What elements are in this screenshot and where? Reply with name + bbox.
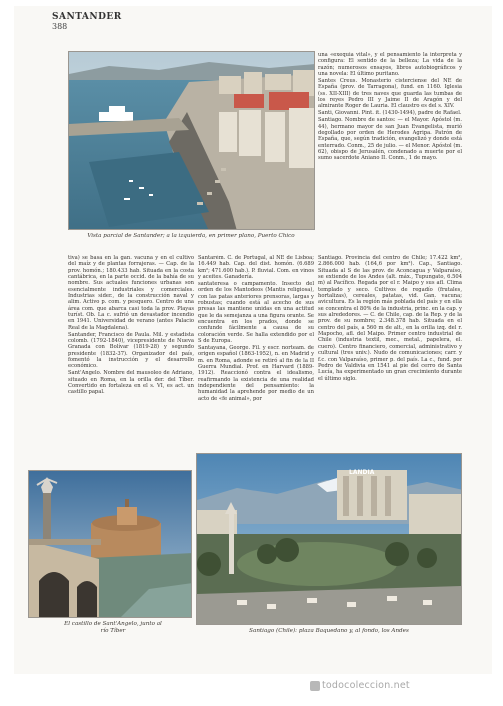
entry-santiago-chile: Santiago. Provincia del centro de Chile; 17.422 km², 2.866.000 hab. (164,6 por km²). Cap., Santiago. Situada al S de las prov. de Aconcagua y Valparaíso, se extiende de los Andes (alt. máx., Tupungato, 6.504 m) al Pacífico. Regada por el r. Maipo y sus afl. Clima templado y seco. Cultivos de regadío (frutales, hortalizas), cereales, patatas, vid. Gan. vacuna; avicultura. Es la región más poblada del país y en ella se concentra el 80% de la industria, princ. en la cap. y sus alrededores. — C. de Chile, cap. de la Rep. y de la prov. de su nombre; 2.348.378 hab. Situada en el centro del país, a 560 m de alt., en la orilla izq. del r. Mapocho, afl. del Maipo. Primer centro industrial de Chile (industria textil, mec., metal., papelera, el. cuero). Centro financiero, comercial, administrativo y cultural (tres univ.). Nudo de comunicaciones; carr. y f.c. con Valparaíso, primer p. del país. La c., fund. por Pedro de Valdivia en 1541 al pie del cerro de Santa Lucía, ha experimentado un gran crecimiento durante el último siglo.	[318, 255, 462, 382]
entry-santi-giovanni: Santi, Giovanni. Pint. it. (1430-1494), padre de Rafael.	[318, 110, 462, 117]
santander-photo-caption: Vista parcial de Santander; a la izquierda, en primer plano, Puerto Chico	[87, 233, 295, 239]
entry-santangelo: Sant'Angelo. Nombre del mausoleo de Adriano, situado en Roma, en la orilla der. del Tíber. Convertido en fortaleza en el s. VI, es act. un castillo papal.	[68, 370, 194, 396]
building-sign-text: LANDIA	[349, 469, 375, 476]
watermark-text: todocoleccion.net	[322, 680, 410, 691]
entry-santander-city: tiva) se basa en la gan. vacuna y en el cultivo del maíz y de plantas forrajeras. — Cap. de la prov. homón.; 180.433 hab. Situada en la costa cantábrica, en la parte occid. de la bahía de su nombre. Sus actuales funciones urbanas son esencialmente industriales y comerciales. Industrias sider., de la construcción naval y alim. Activo p. com. y pesquero. Centro de una área com. que abarca casi toda la prov. Playas turíst. Ob. La c. sufrió un devastador incendio en 1941. Universidad de verano (antes Palacio Real de la Magdalena).	[68, 255, 194, 331]
entry-santayana: Santayana, George. Fil. y escr. norteam. de origen español (1863-1952), n. en Madrid y m. en Roma, adonde se retiró al fin de la II Guerra Mundial. Prof. en Harvard (1889-1912). Reaccionó contra el idealismo, reafirmando la existencia de una realidad independiente del pensamiento: la humanidad la aprehende por medio de un acto de «fe animal», por	[198, 345, 314, 402]
santiago-photo-caption: Santiago (Chile): plaza Baquedano y, al fondo, los Andes	[249, 628, 409, 634]
santangelo-castle-illustration	[29, 471, 192, 618]
santiago-plaza-illustration	[197, 454, 462, 625]
santander-harbor-illustration	[69, 52, 315, 230]
entry-santes-creus: Santes Creus. Monasterio cisterciense del NE de España (prov. de Tarragona), fund. en 1160. Iglesia (ss. XII-XIII) de tres naves que guarda las tumbas de los reyes Pedro III y Jaime II de Aragón y del almirante Roger de Lauria. El claustro es del s. XIV.	[318, 77, 462, 110]
running-head-title: SANTANDER	[52, 12, 122, 22]
page-number: 388	[52, 22, 68, 31]
entry-santateresa: santateresa o campamento. Insecto del orden de los Mantodeos (Mantis religiosa), con las patas anteriores prensoras, largas y robustas; cuando está al acecho de sus presas las mantiene unidas en una actitud que le da semejanza a una figura orante. Se encuentra en los prados, donde se confunde fácilmente a causa de su coloración verde. Se halla extendido por el S de Europa.	[198, 280, 314, 345]
santangelo-castle-photo	[28, 470, 192, 618]
santander-harbor-photo	[68, 51, 315, 230]
entry-santarem: Santarém. C. de Portugal, al NE de Lisboa; 16.449 hab. Cap. del dist. homón. (6.689 km²; 471.600 hab.). P. fluvial. Com. en vinos y aceites. Ganadería.	[198, 255, 314, 281]
entry-santayana-continued: una «exequia vital», y el pensamiento la interpreta y configura: El sentido de la belleza; La vida de la razón; numerosos ensayos, libros autobiográficos y una novela: El último puritano.	[318, 52, 462, 78]
entry-santiago-saints: Santiago. Nombre de santos: — el Mayor. Apóstol (m. 44), hermano mayor de san Juan Evangelista, murió degollado por orden de Herodes Agripa. Patrón de España, que, según tradición, evangelizó y donde está enterrado. Conm., 25 de julio. — el Menor. Apóstol (m. 62), obispo de Jerusalén, condenado a muerte por el sumo sacerdote Aniano II. Conm., 1 de mayo.	[318, 117, 462, 162]
text-column-right-mid	[318, 255, 462, 462]
watermark-logo-icon	[310, 681, 320, 691]
text-column-middle-mid	[198, 255, 314, 462]
text-column-left-mid	[68, 255, 194, 462]
santiago-plaza-photo	[196, 453, 462, 625]
entry-santander-francisco: Santander, Francisco de Paula. Mil. y estadista colomb. (1792-1840), vicepresidente de Nueva Granada con Bolívar (1819-28) y segundo presidente (1832-37). Organizador del país, fomentó la instrucción y el desarrollo económico.	[68, 331, 194, 370]
santangelo-photo-caption: El castillo de Sant'Angelo, junto al río Tíber	[64, 621, 162, 634]
text-column-right-top	[318, 52, 462, 250]
